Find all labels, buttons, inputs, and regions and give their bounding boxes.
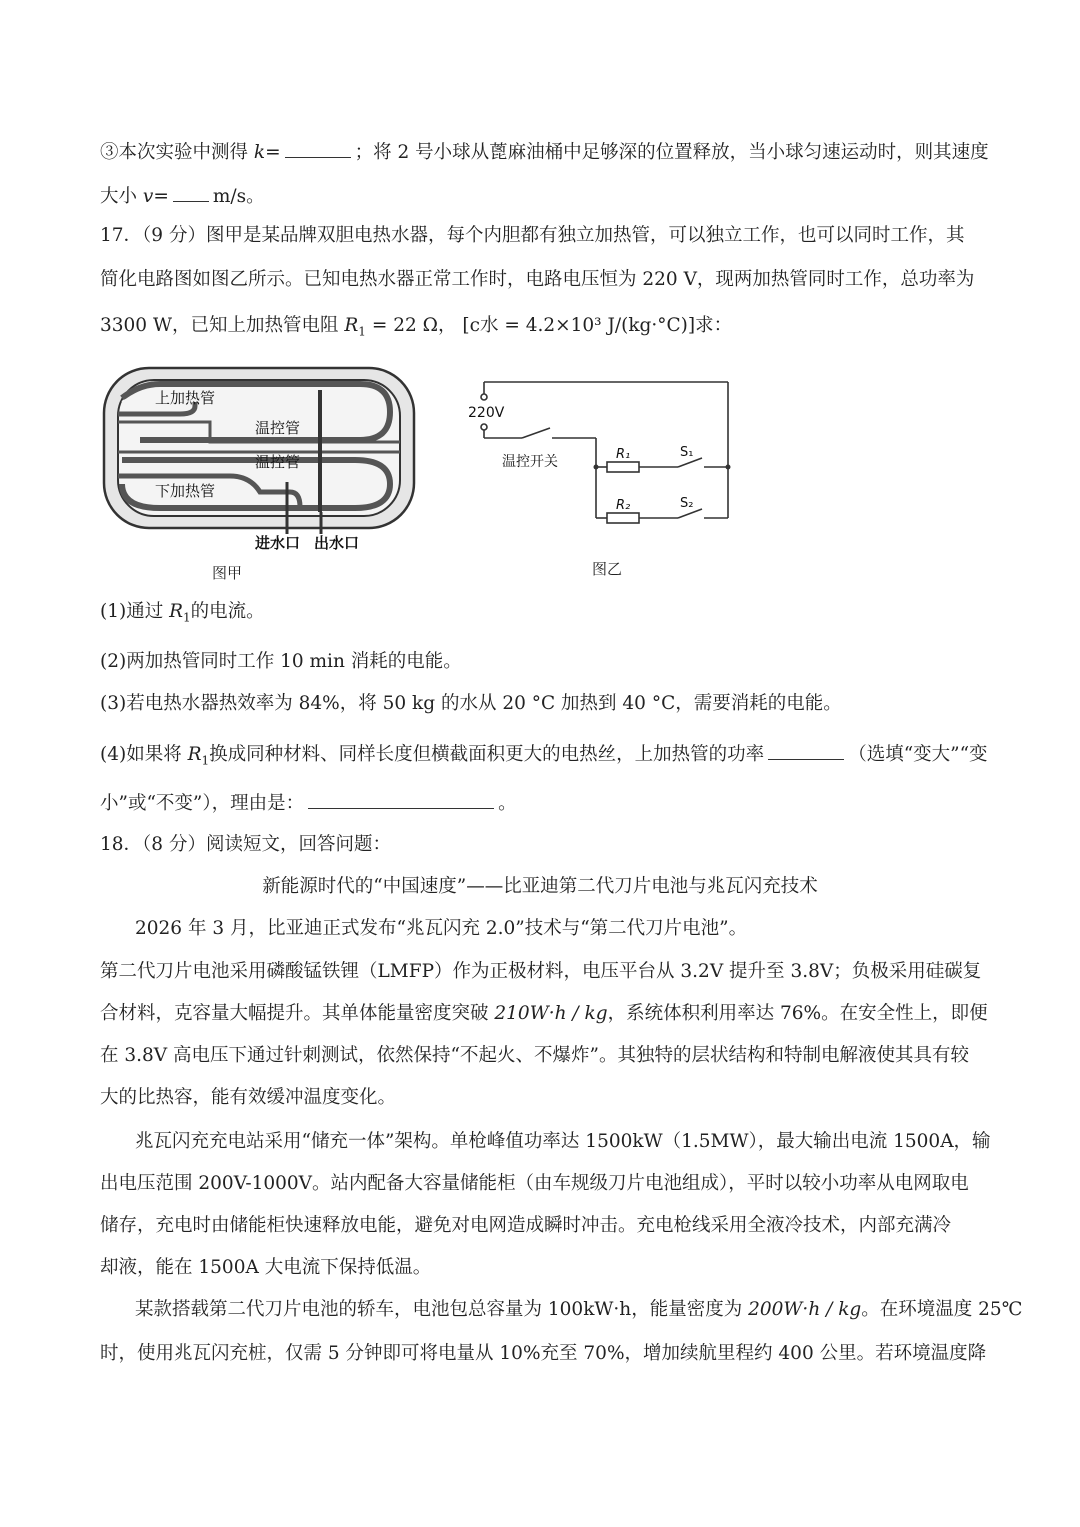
- label-lower-tube: 下加热管: [155, 482, 216, 500]
- answer-blank-k[interactable]: [285, 139, 351, 158]
- label-s1: S₁: [680, 445, 694, 460]
- q18-p2-l2: 合材料，克容量大幅提升。其单体能量密度突破 210W·h / kg，系统体积利用率达 76%。在安全性上，即便: [100, 1003, 988, 1024]
- q18-p3-l1: 兆瓦闪充充电站采用“储充一体”架构。单枪峰值功率达 1500kW（1.5MW），最大输出电流 1500A，输: [135, 1131, 991, 1152]
- q17-sub1: (1)通过 $R_1$的电流。: [100, 601, 265, 625]
- q16-line1: ③本次实验中测得 k= ；将 2 号小球从蓖麻油桶中足够深的位置释放，当小球匀速运动时，则其速度: [100, 139, 989, 165]
- answer-blank-reason[interactable]: [308, 790, 494, 809]
- q17-line1: 17．（9 分）图甲是某品牌双胆电热水器，每个内胆都有独立加热管，可以独立工作，也可以同时工作，其: [100, 225, 965, 246]
- q18-p1: 2026 年 3 月，比亚迪正式发布“兆瓦闪充 2.0”技术与“第二代刀片电池”。: [135, 918, 748, 939]
- label-r1: R₁: [616, 447, 631, 462]
- q17-sub2: (2)两加热管同时工作 10 min 消耗的电能。: [100, 651, 462, 672]
- q18-p2-l3: 在 3.8V 高电压下通过针刺测试，依然保持“不起火、不爆炸”。其独特的层状结构和特制电解液使其具有较: [100, 1045, 969, 1066]
- specific-heat-formula: [c水 = 4.2×10³ J/(kg·°C)]: [462, 315, 696, 336]
- label-thermo-tube-2: 温控管: [255, 453, 301, 471]
- label-inlet: 进水口: [255, 534, 301, 552]
- q18-p2-l1: 第二代刀片电池采用磷酸锰铁锂（LMFP）作为正极材料，电压平台从 3.2V 提升至 3.8V；负极采用硅碳复: [100, 961, 982, 982]
- figure-jia-water-heater: [100, 362, 420, 562]
- q18-article-title: 新能源时代的“中国速度”——比亚迪第二代刀片电池与兆瓦闪充技术: [262, 876, 818, 897]
- label-voltage: 220V: [468, 405, 505, 421]
- q17-line2: 简化电路图如图乙所示。已知电热水器正常工作时，电路电压恒为 220 V，现两加热管同时工作，总功率为: [100, 269, 975, 290]
- q17-sub3: (3)若电热水器热效率为 84%，将 50 kg 的水从 20 °C 加热到 40 °C，需要消耗的电能。: [100, 693, 842, 714]
- q17-sub4-line1: (4)如果将 $R_1$换成同种材料、同样长度但横截面积更大的电热丝，上加热管的功率 （选填“变大”“变: [100, 741, 988, 773]
- q16-line2: 大小 v= m/s。: [100, 183, 265, 209]
- q18-p3-l4: 却液，能在 1500A 大电流下保持低温。: [100, 1257, 432, 1278]
- label-thermo-tube-1: 温控管: [255, 419, 301, 437]
- q18-line1: 18．（8 分）阅读短文，回答问题：: [100, 834, 391, 855]
- q18-p4-l1: 某款搭载第二代刀片电池的轿车，电池包总容量为 100kW·h，能量密度为 200W·h / kg。在环境温度 25℃: [135, 1299, 1023, 1320]
- q17-sub4-line2: 小”或“不变”），理由是： 。: [100, 790, 517, 816]
- label-thermo-switch: 温控开关: [502, 454, 558, 470]
- label-s2: S₂: [680, 496, 694, 511]
- q18-p3-l2: 出电压范围 200V-1000V。站内配备大容量储能柜（由车规级刀片电池组成），平时以较小功率从电网取电: [100, 1173, 969, 1194]
- label-upper-tube: 上加热管: [155, 389, 216, 407]
- q18-p3-l3: 储存，充电时由储能柜快速释放电能，避免对电网造成瞬时冲击。充电枪线采用全液冷技术，内部充满冷: [100, 1215, 952, 1236]
- label-r2: R₂: [616, 498, 631, 513]
- answer-blank-power[interactable]: [768, 741, 844, 760]
- label-outlet: 出水口: [314, 534, 360, 552]
- answer-blank-v[interactable]: [173, 183, 209, 202]
- caption-figure-yi: 图乙: [592, 560, 623, 578]
- q18-p2-l4: 大的比热容，能有效缓冲温度变化。: [100, 1087, 397, 1108]
- q18-p4-l2: 时，使用兆瓦闪充桩，仅需 5 分钟即可将电量从 10%充至 70%，增加续航里程约 400 公里。若环境温度降: [100, 1343, 987, 1364]
- q17-line3: 3300 W，已知上加热管电阻 $R_1 = 22$ Ω， [c水 = 4.2×10³ J/(kg·°C)]求：: [100, 315, 733, 339]
- caption-figure-jia: 图甲: [212, 564, 243, 582]
- figure-yi-circuit: [462, 372, 742, 537]
